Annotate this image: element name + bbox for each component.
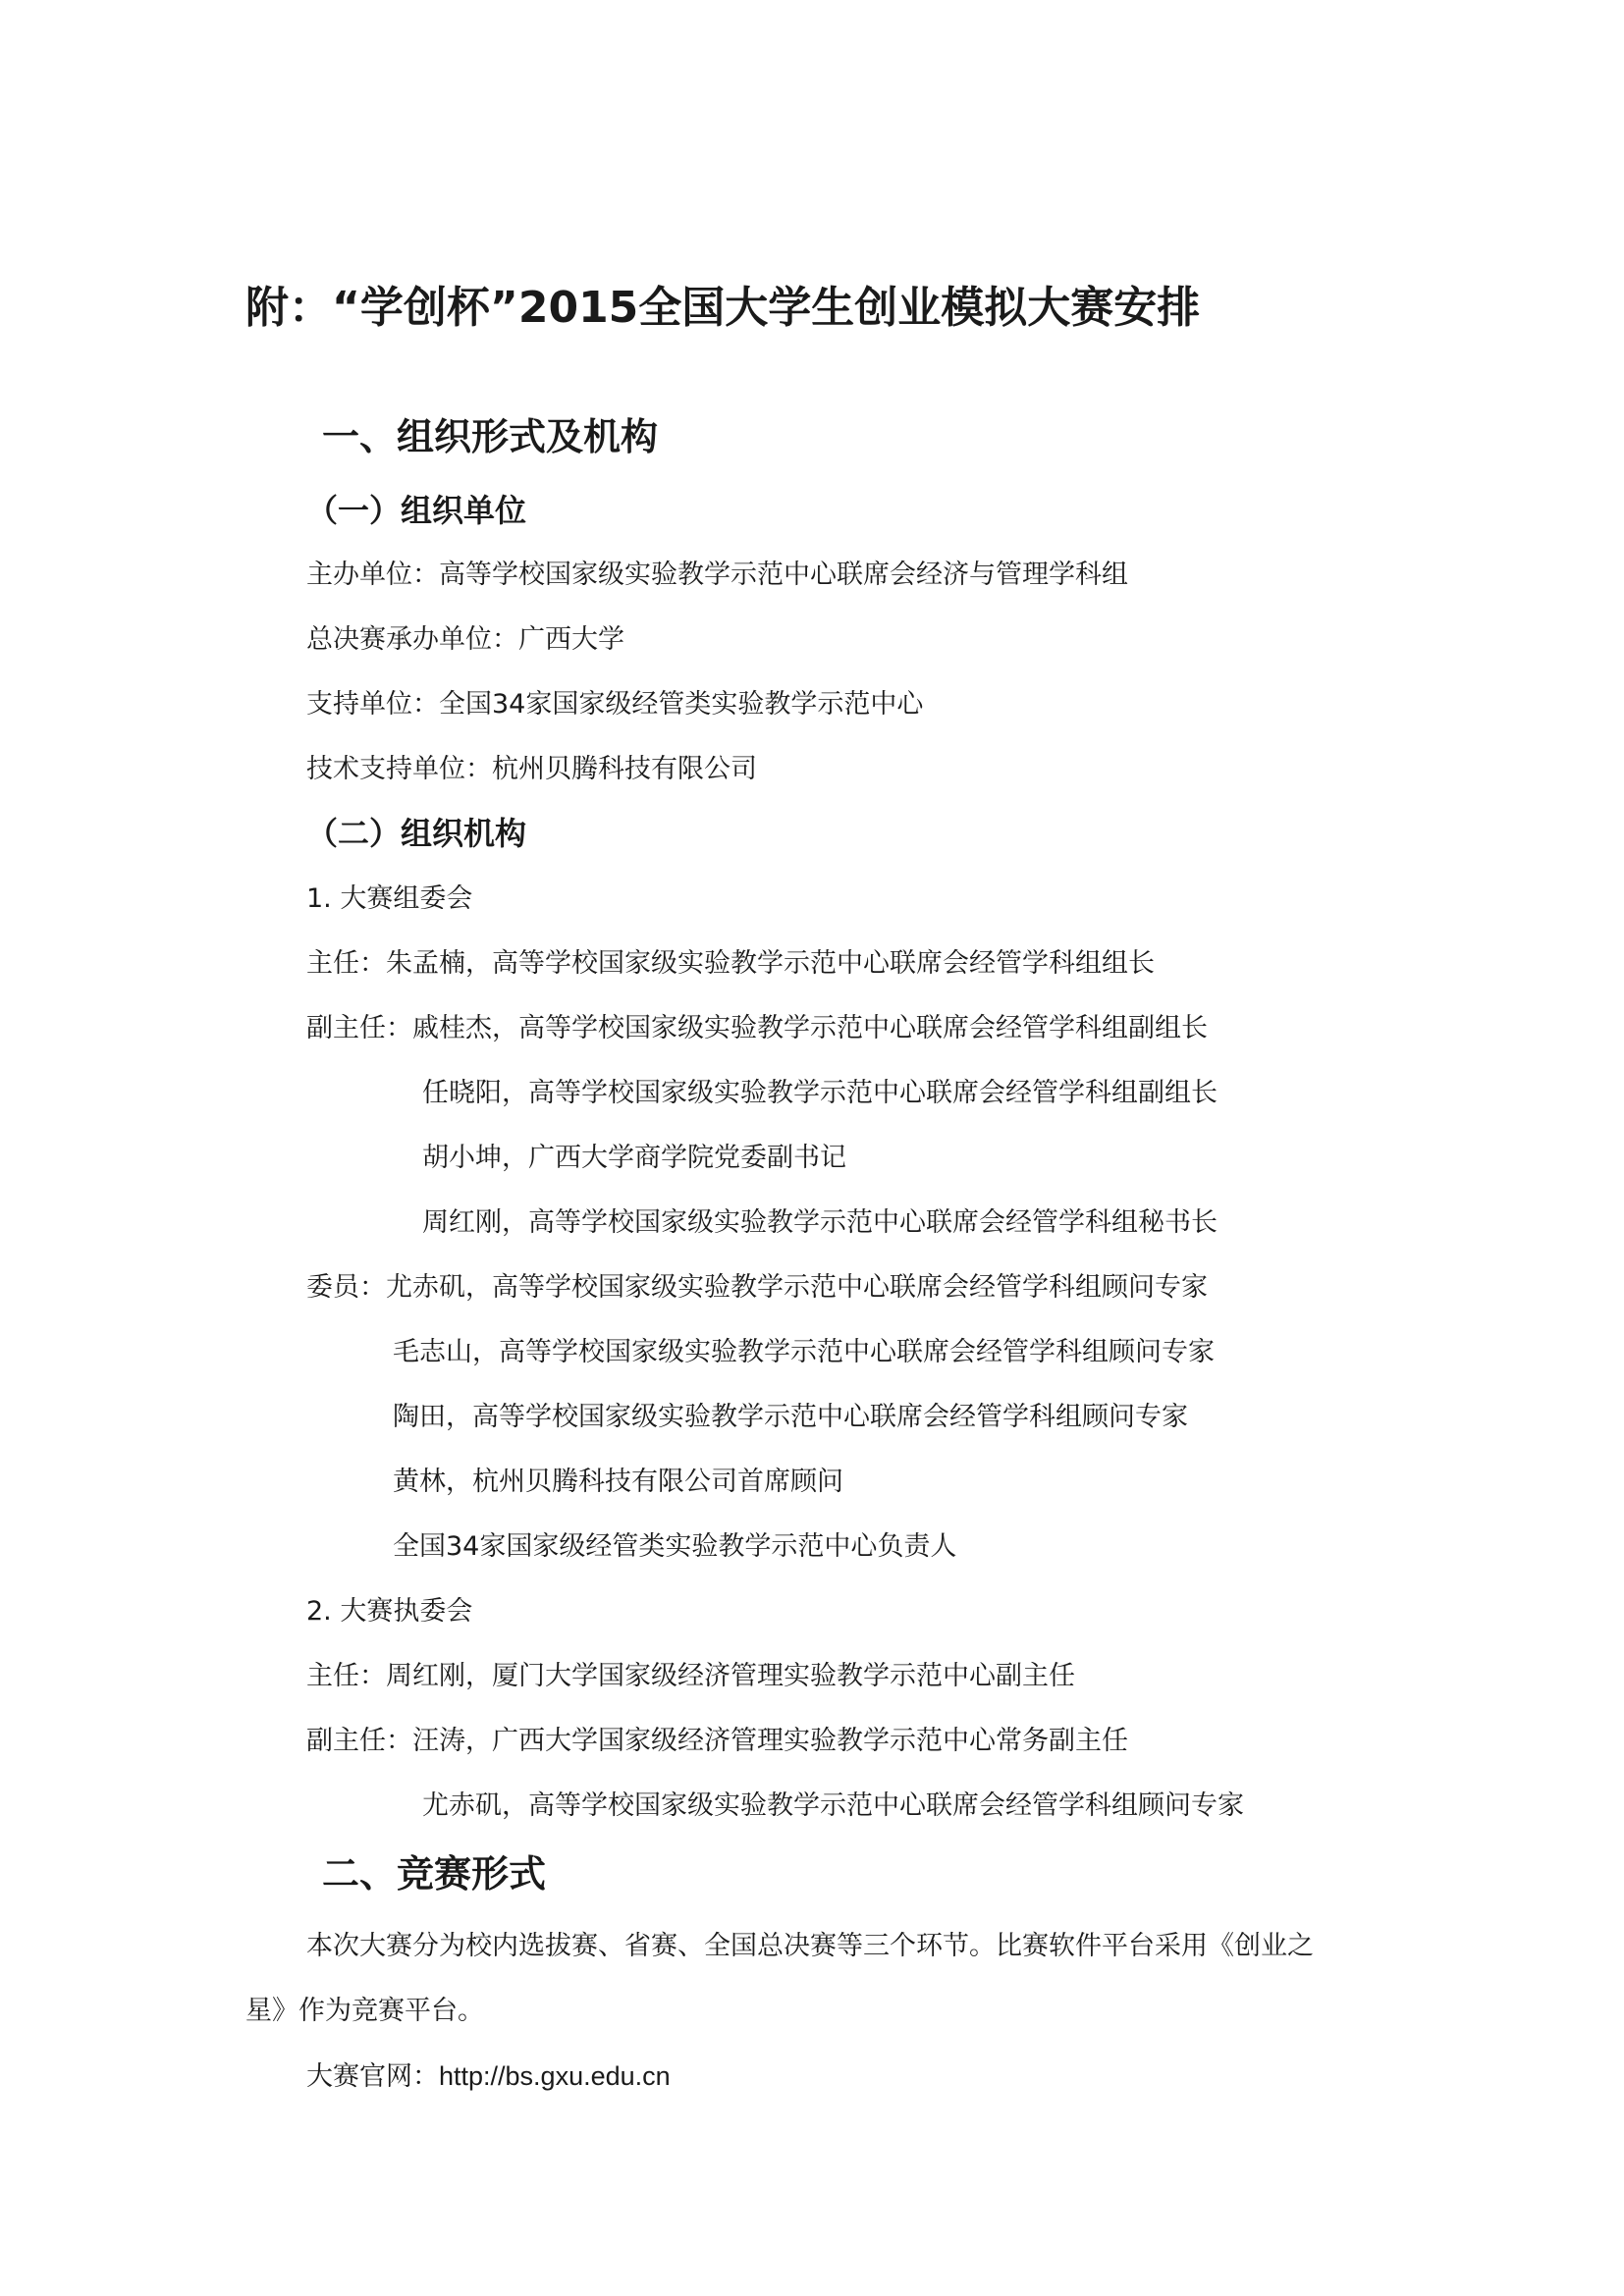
committee1-line: 委员：尤赤矶，高等学校国家级实验教学示范中心联席会经管学科组顾问专家 [306, 1272, 1208, 1303]
committee1-line: 周红刚，高等学校国家级实验教学示范中心联席会经管学科组秘书长 [422, 1207, 1218, 1238]
committee1-line: 陶田，高等学校国家级实验教学示范中心联席会经管学科组顾问专家 [393, 1402, 1188, 1432]
supporter-line: 支持单位：全国34家国家级经管类实验教学示范中心 [306, 689, 924, 720]
subsection-heading-units: （一）组织单位 [306, 492, 527, 529]
website-label: 大赛官网： [306, 2061, 439, 2092]
committee1-line: 任晓阳，高等学校国家级实验教学示范中心联席会经管学科组副组长 [422, 1078, 1218, 1108]
committee2-line: 尤赤矶，高等学校国家级实验教学示范中心联席会经管学科组顾问专家 [422, 1790, 1244, 1821]
website-link[interactable]: http://bs.gxu.edu.cn [439, 2061, 671, 2091]
committee1-line: 黄林，杭州贝腾科技有限公司首席顾问 [393, 1467, 843, 1497]
website-line [306, 2056, 671, 2097]
committee1-line: 毛志山，高等学校国家级实验教学示范中心联席会经管学科组顾问专家 [393, 1337, 1215, 1367]
committee1-line: 副主任：戚桂杰，高等学校国家级实验教学示范中心联席会经管学科组副组长 [306, 1013, 1208, 1043]
committee2-line: 主任：周红刚，厦门大学国家级经济管理实验教学示范中心副主任 [306, 1661, 1075, 1691]
format-paragraph-line: 本次大赛分为校内选拔赛、省赛、全国总决赛等三个环节。比赛软件平台采用《创业之 [306, 1931, 1314, 1961]
section-heading-format: 二、竞赛形式 [322, 1852, 547, 1896]
subsection-heading-bodies: （二）组织机构 [306, 815, 527, 852]
host-line: 总决赛承办单位：广西大学 [306, 624, 624, 655]
section-heading-organization: 一、组织形式及机构 [322, 415, 659, 458]
committee1-line: 全国34家国家级经管类实验教学示范中心负责人 [393, 1531, 957, 1562]
tech-supporter-line: 技术支持单位：杭州贝腾科技有限公司 [306, 754, 757, 784]
committee2-line: 副主任：汪涛，广西大学国家级经济管理实验教学示范中心常务副主任 [306, 1726, 1128, 1756]
organizer-line: 主办单位：高等学校国家级实验教学示范中心联席会经济与管理学科组 [306, 560, 1128, 590]
format-paragraph-line: 星》作为竞赛平台。 [245, 1996, 484, 2026]
committee1-line: 主任：朱孟楠，高等学校国家级实验教学示范中心联席会经管学科组组长 [306, 948, 1155, 979]
committee1-label: 1. 大赛组委会 [306, 883, 473, 914]
committee2-label: 2. 大赛执委会 [306, 1596, 473, 1627]
document-title: 附：“学创杯”2015全国大学生创业模拟大赛安排 [245, 283, 1201, 333]
committee1-line: 胡小坤，广西大学商学院党委副书记 [422, 1143, 846, 1173]
